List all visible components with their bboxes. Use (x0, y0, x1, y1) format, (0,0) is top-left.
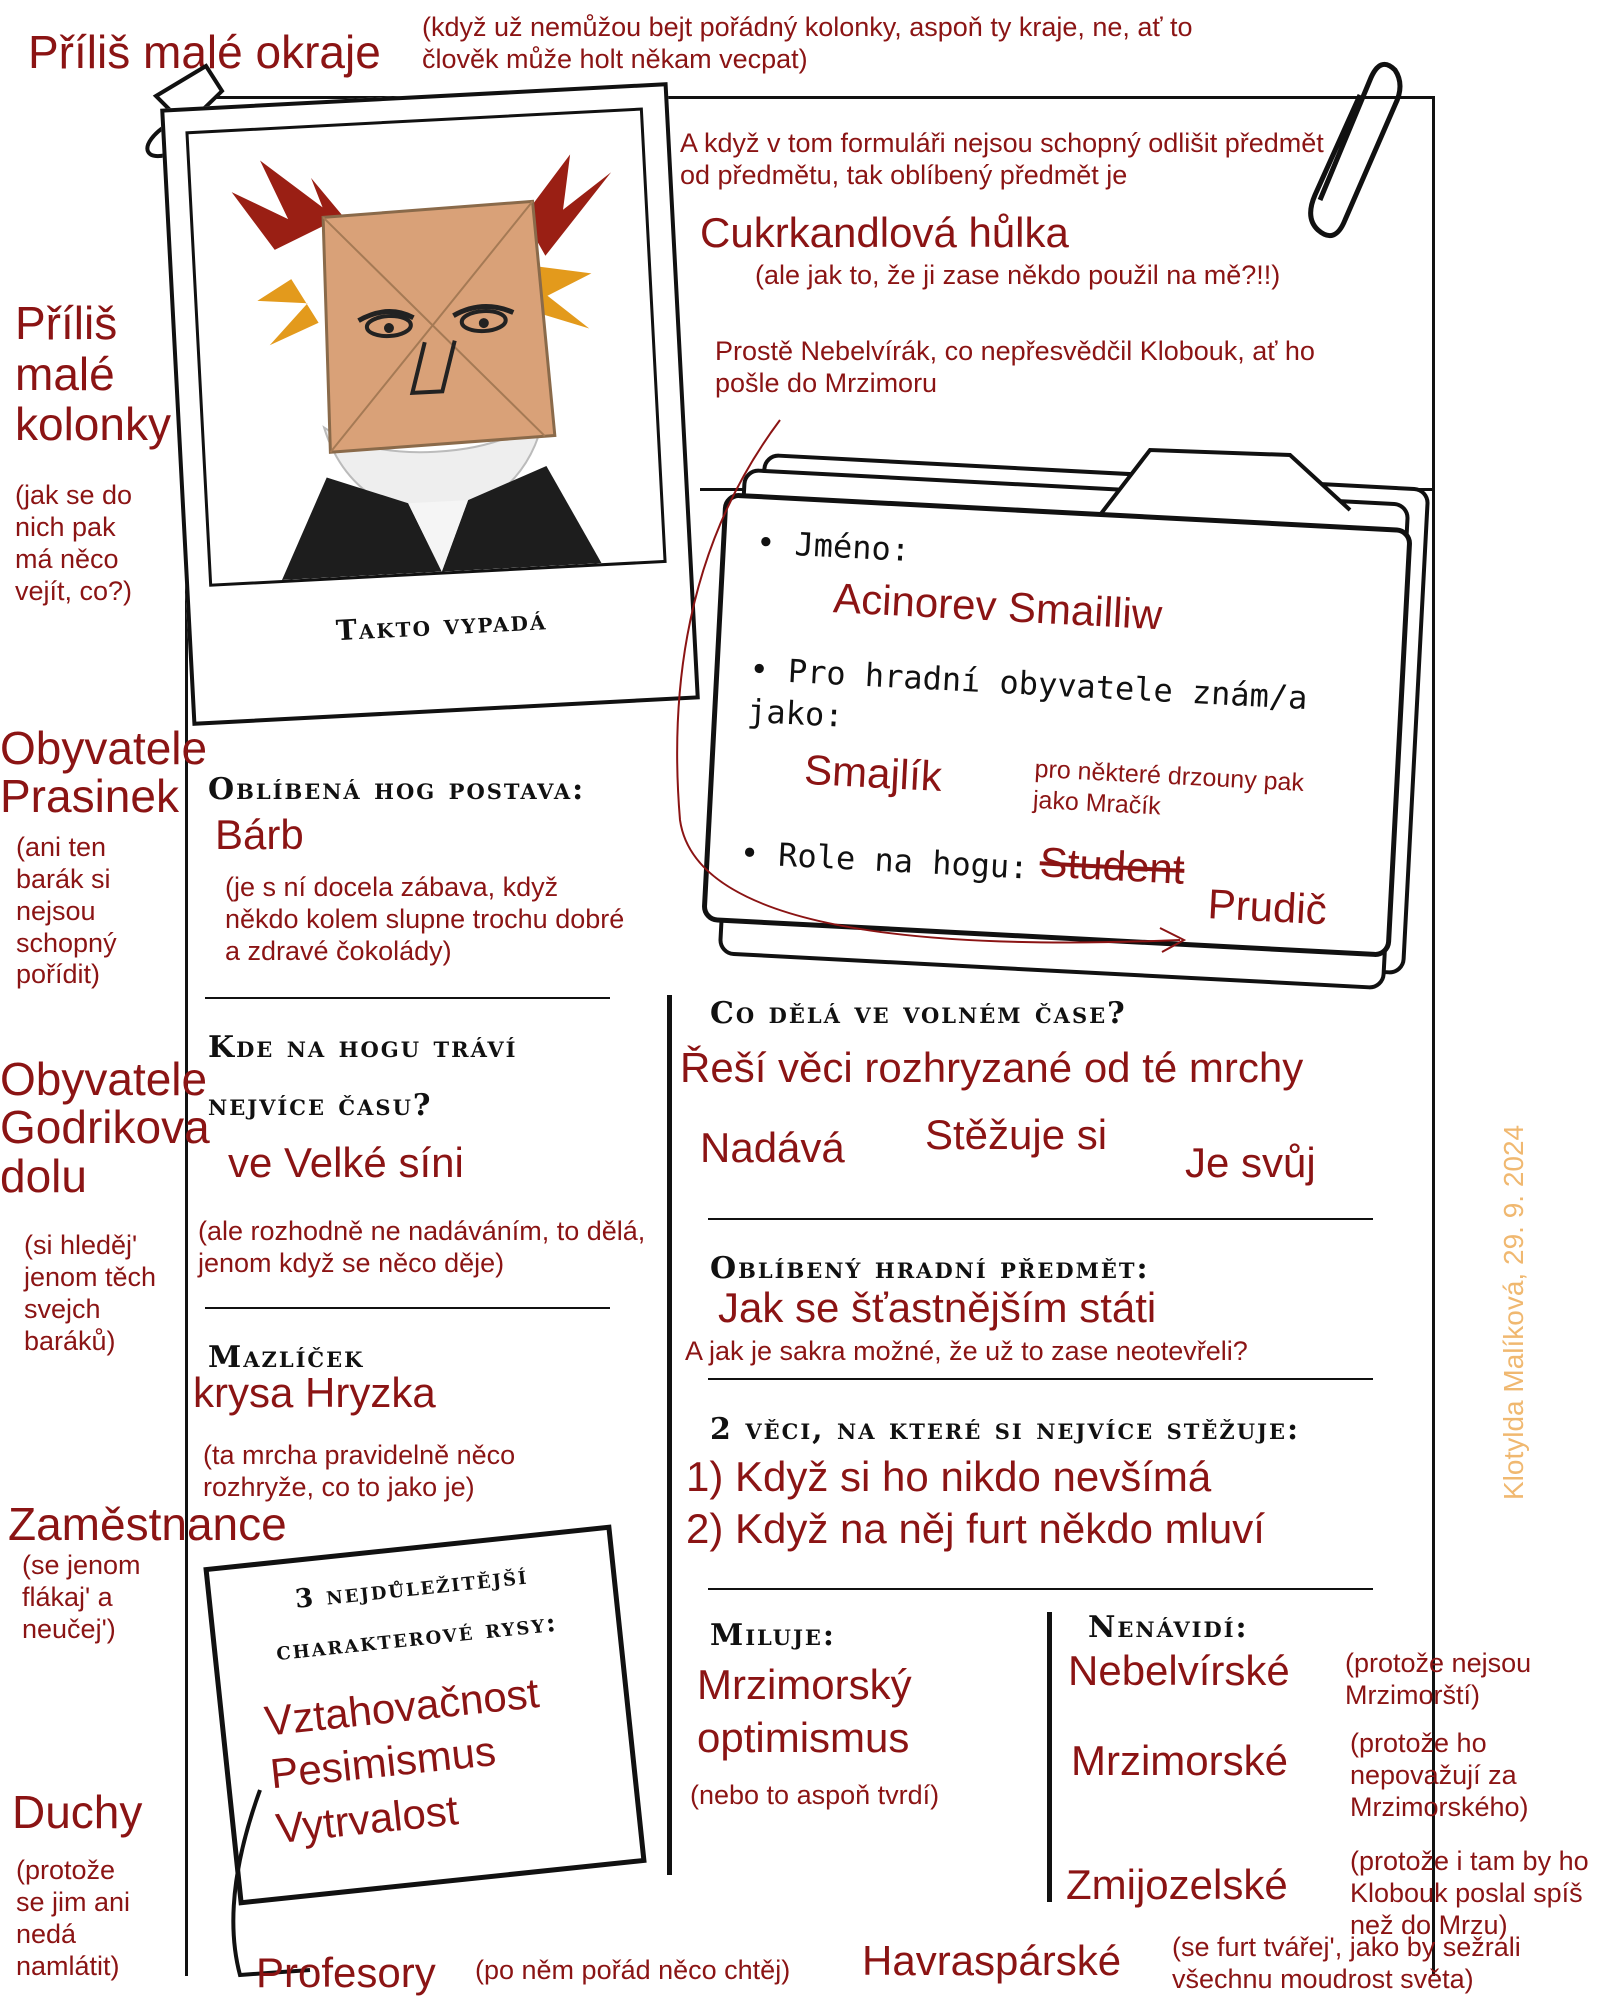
hates-item-2: Mrzimorské (1071, 1737, 1288, 1784)
trait-1: Vztahovačnost (262, 1669, 542, 1745)
traits-label-1: 3 nejdůležitější (293, 1560, 530, 1615)
portrait-image (189, 111, 664, 584)
margin-item-godrikuv-dul: Obyvatele Godrikova dolu (0, 1053, 210, 1202)
character-note: (je s ní docela zábava, když někdo kolem slupne trochu dobré a zdravé čokolády) (225, 872, 625, 966)
hates-note-3: (protože i tam by ho Klobouk poslal spíš než do Mrzu) (1350, 1846, 1589, 1940)
bottom-profesory-note: (po něm pořád něco chtěj) (475, 1955, 791, 1985)
margin-item-kolonky: Příliš malé kolonky (15, 297, 171, 451)
card-known-label: • Pro hradní obyvatele znám/a jako: (746, 649, 1309, 735)
margin-item-duchove: Duchy (12, 1786, 143, 1838)
complaint-1: 1) Když si ho nikdo nevšímá (686, 1453, 1212, 1500)
photo-caption: Takto vypadá (335, 603, 549, 648)
card-role-struck: Student (1038, 838, 1186, 893)
divider-left-2 (205, 1307, 610, 1309)
loves-label: Miluje: (710, 1618, 836, 1653)
free-time-item-2: Stěžuje si (925, 1111, 1108, 1158)
pet-note: (ta mrcha pravidelně něco rozhryže, co to jako je) (203, 1440, 516, 1502)
bottom-havraspar-note: (se furt tvářej', jako by sežrali všechnu moudrost světa) (1172, 1932, 1521, 1994)
trait-2: Pesimismus (267, 1726, 498, 1798)
loves-value-1: Mrzimorský (697, 1661, 912, 1708)
character-label: Oblíbená hog postava: (208, 772, 586, 807)
free-time-main: Řeší věci rozhryzané od té mrchy (680, 1044, 1304, 1091)
loves-value-2: optimismus (697, 1714, 910, 1761)
divider-left-1 (205, 997, 610, 999)
free-time-label: Co dělá ve volném čase? (710, 996, 1127, 1031)
margin-item-prasinky: Obyvatele Prasinek (0, 722, 208, 823)
card-role: Prudič (1206, 880, 1328, 934)
margin-note-duchove: (protože se jim ani nedá namlátit) (16, 1855, 131, 1981)
margin-item-zamestnanci: Zaměstnance (8, 1498, 287, 1550)
character-value: Bárb (215, 811, 304, 858)
house-note: Prostě Nebelvírák, co nepřesvědčil Klobouk, ať ho pošle do Mrzimoru (715, 336, 1315, 398)
card-known: Smajlík (803, 745, 944, 801)
hates-note-1: (protože nejsou Mrzimorští) (1345, 1648, 1532, 1710)
loves-note: (nebo to aspoň tvrdí) (690, 1780, 940, 1810)
place-label-2: nejvíce času? (208, 1088, 433, 1123)
free-time-item-1: Nadává (700, 1124, 845, 1171)
margin-note: (když už nemůžou bejt pořádný kolonky, aspoň ty kraje, ne, ať to člověk může holt někam vecpat) (422, 12, 1193, 74)
margin-title: Příliš malé okraje (28, 26, 381, 78)
divider-right-2 (708, 1378, 1373, 1380)
hates-note-2: (protože ho nepovažují za Mrzimorského) (1350, 1728, 1529, 1822)
hates-item-1: Nebelvírské (1068, 1647, 1290, 1694)
card-role-label: • Role na hogu: (738, 833, 1030, 887)
photo-frame (160, 82, 700, 726)
margin-note-godrikuv-dul: (si hleděj' jenom těch svejch baráků) (24, 1230, 157, 1356)
margin-note-kolonky: (jak se do nich pak má něco vejít, co?) (15, 480, 133, 606)
margin-note-prasinky: (ani ten barák si nejsou schopný pořídit) (16, 832, 117, 990)
subject-intro: A když v tom formuláři nejsou schopný odlišit předmět od předmětu, tak oblíbený předmět je (680, 128, 1324, 190)
place-label-1: Kde na hogu tráví (208, 1030, 518, 1065)
photo-inner (185, 107, 666, 586)
trait-3: Vytrvalost (273, 1786, 461, 1853)
hates-label: Nenávidí: (1088, 1610, 1249, 1645)
bottom-profesory: Profesory (256, 1949, 436, 1996)
complaints-label: 2 věci, na které si nejvíce stěžuje: (710, 1412, 1301, 1447)
traits-label-2: charakterové rysy: (274, 1607, 560, 1668)
subject-fav-label: Oblíbený hradní předmět: (710, 1251, 1150, 1286)
hates-item-3: Zmijozelské (1066, 1861, 1288, 1908)
pet-value: krysa Hryzka (193, 1369, 436, 1416)
divider-right-3 (708, 1588, 1373, 1590)
free-time-item-3: Je svůj (1185, 1139, 1316, 1186)
subject-fav-value: Jak se šťastnějším státi (718, 1284, 1157, 1331)
center-divider (667, 995, 672, 1875)
arrow-icon (640, 400, 1200, 960)
bottom-havraspar: Havraspárské (862, 1937, 1122, 1984)
card-name-label: • Jméno: (755, 523, 912, 570)
subject-favorite-note: (ale jak to, že ji zase někdo použil na mě?!!) (755, 260, 1281, 290)
place-note: (ale rozhodně ne nadáváním, to dělá, jenom když se něco děje) (198, 1216, 646, 1278)
pet-label: Mazlíček (208, 1340, 365, 1375)
complaint-2: 2) Když na něj furt někdo mluví (686, 1505, 1265, 1552)
loves-hates-divider (1047, 1612, 1052, 1902)
place-value: ve Velké síni (228, 1139, 464, 1186)
card-name: Acinorev Smailliw (832, 574, 1164, 639)
divider-right-1 (708, 1218, 1373, 1220)
card-known-note: pro některé drzouny pak jako Mračík (1032, 754, 1305, 821)
margin-note-zamestnanci: (se jenom flákaj' a neučej') (22, 1550, 141, 1644)
subject-fav-note: A jak je sakra možné, že už to zase neotevřeli? (685, 1336, 1248, 1366)
subject-favorite: Cukrkandlová hůlka (700, 209, 1069, 256)
signature: Klotylda Malíková, 29. 9. 2024 (1498, 1124, 1529, 1500)
